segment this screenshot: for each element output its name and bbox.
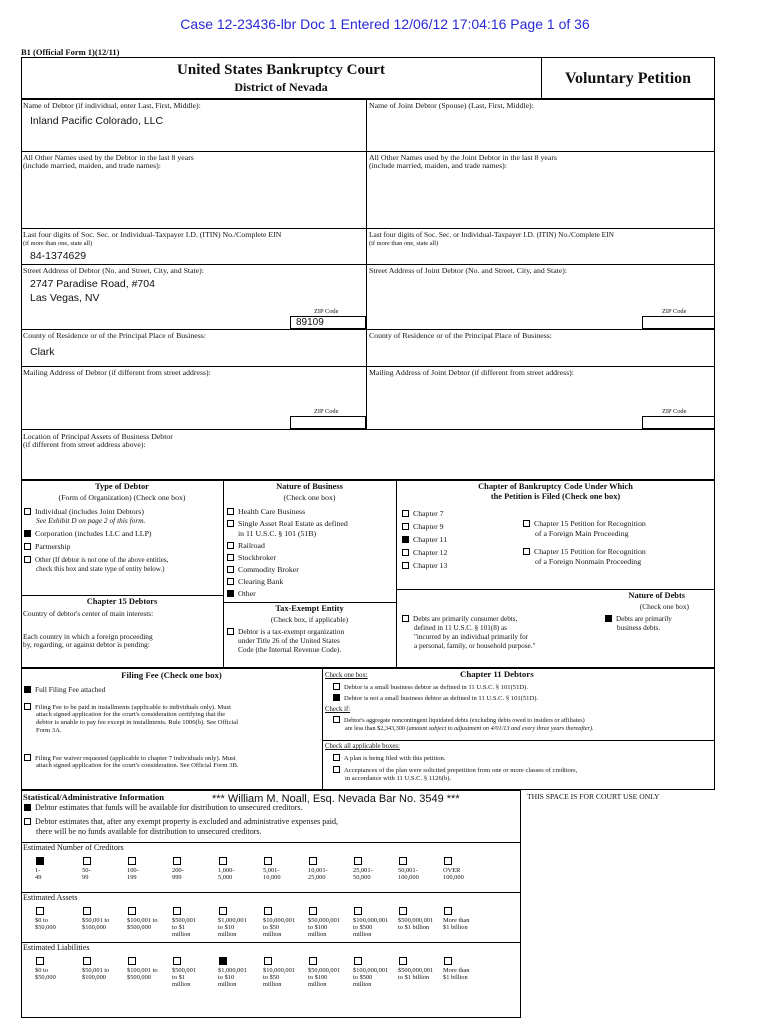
creditors-option-7-label: 25,000 <box>308 874 326 881</box>
acceptances-checkbox[interactable] <box>333 766 340 773</box>
ch11-debtors-title: Chapter 11 Debtors <box>460 669 534 679</box>
full-fee-option[interactable]: Full Filing Fee attached <box>24 686 105 695</box>
creditors-option-6-checkbox[interactable] <box>264 857 272 865</box>
liabilities-option-10-label: More than <box>443 967 470 974</box>
creditors-option-3-label: 100- <box>127 867 139 874</box>
assets-option-2-label: $100,000 <box>82 924 106 931</box>
assets-option-1-label: $50,000 <box>35 924 56 931</box>
assets-option-9-label: $500,000,001 <box>398 917 434 924</box>
liabilities-option-4-label: million <box>172 981 191 988</box>
assets-option-6-label: $10,000,001 <box>263 917 295 924</box>
liabilities-title: Estimated Liabilities <box>23 943 90 952</box>
debtor-other-names-label: All Other Names used by the Debtor in the last 8 years <box>23 153 194 162</box>
consumer-debts-line4: a personal, family, or household purpose." <box>414 642 536 650</box>
joint-ssn-label: Last four digits of Soc. Sec. or Individual-Taxpayer I.D. (ITIN) No./Complete EIN <box>369 230 614 239</box>
type-debtor-subtitle: (Form of Organization) (Check one box) <box>58 493 186 502</box>
liabilities-option-5-label: to $10 <box>218 974 235 981</box>
railroad-checkbox[interactable] <box>227 542 234 549</box>
commodity-broker-checkbox[interactable] <box>227 566 234 573</box>
doc-title: Voluntary Petition <box>564 70 692 87</box>
debtor-name[interactable]: Inland Pacific Colorado, LLC <box>30 115 164 127</box>
liabilities-option-4-label: to $1 <box>172 974 185 981</box>
assets-option-5-checkbox[interactable] <box>219 907 227 915</box>
chapter-13-checkbox[interactable] <box>402 562 409 569</box>
assets-option-5-label: to $10 <box>218 924 235 931</box>
stat-admin-title: Statistical/Administrative Information <box>23 792 165 802</box>
plan-filed-option[interactable]: A plan is being filed with this petition. <box>333 754 445 764</box>
assets-option-1-checkbox[interactable] <box>36 907 44 915</box>
assets-option-10-label: $1 billion <box>443 924 468 931</box>
assets-option-10-checkbox[interactable] <box>444 907 452 915</box>
assets-option-8-label: to $500 <box>353 924 373 931</box>
nature-business-title: Nature of Business <box>276 482 343 491</box>
creditors-option-8-checkbox[interactable] <box>354 857 362 865</box>
installments-checkbox[interactable] <box>24 703 31 710</box>
aggregate-debts-line2: are less than $2,343,300 (amount subject to adjustment on 4/01/13 and every three years thereafter). <box>345 725 594 732</box>
creditors-option-10-label: OVER <box>443 867 461 874</box>
assets-option-7-label: million <box>308 931 327 938</box>
assets-option-10-label: More than <box>443 917 470 924</box>
assets-option-9-label: to $1 billion <box>398 924 430 931</box>
nb-single-asset[interactable]: Single Asset Real Estate as defined <box>227 520 348 529</box>
creditors-option-7-label: 10,001- <box>308 867 328 874</box>
installments-line3: debtor is unable to pay fee except in installments. Rule 1006(b). See Official <box>36 719 239 726</box>
chapter-9-option[interactable]: Chapter 9 <box>402 523 444 532</box>
assets-option-4-checkbox[interactable] <box>173 907 181 915</box>
assets-option-3-label: $500,000 <box>127 924 151 931</box>
liabilities-option-1-checkbox[interactable] <box>36 957 44 965</box>
creditors-option-4-checkbox[interactable] <box>173 857 181 865</box>
ch15-main-option[interactable]: Chapter 15 Petition for Recognition <box>523 520 646 529</box>
location-label-1: Location of Principal Assets of Business Debtor <box>23 432 173 441</box>
assets-option-6-checkbox[interactable] <box>264 907 272 915</box>
small-business-option[interactable]: Debtor is a small business debtor as defined in 11 U.S.C. § 101(51D). <box>333 683 528 693</box>
creditors-option-8-label: 50,000 <box>353 874 371 881</box>
nb-health-care[interactable]: Health Care Business <box>227 508 305 517</box>
chapter-7-checkbox[interactable] <box>402 510 409 517</box>
creditors-option-6-label: 5,001- <box>263 867 280 874</box>
ch15-main-checkbox[interactable] <box>523 520 530 527</box>
waiver-option[interactable]: Filing Fee waiver requested (applicable to chapter 7 individuals only). Must <box>24 754 236 763</box>
ch15-each-1: Each country in which a foreign proceeding <box>23 632 153 641</box>
assets-option-3-checkbox[interactable] <box>128 907 136 915</box>
ch15-debtors-title: Chapter 15 Debtors <box>86 597 158 606</box>
ch15-main-line2: of a Foreign Main Proceeding <box>535 529 629 538</box>
creditors-option-10-label: 100,000 <box>443 874 464 881</box>
small-business-checkbox[interactable] <box>333 683 340 690</box>
liabilities-option-6-label: $10,000,001 <box>263 967 295 974</box>
liabilities-option-2-checkbox[interactable] <box>83 957 91 965</box>
nature-business-subtitle: (Check one box) <box>283 493 336 502</box>
liabilities-option-3-label: $100,001 to <box>127 967 158 974</box>
debtor-ssn-note: (if more than one, state all) <box>23 240 93 247</box>
debtor-name-label: Name of Debtor (if individual, enter Last, First, Middle): <box>23 101 201 110</box>
partnership-checkbox[interactable] <box>24 543 31 550</box>
liabilities-option-5-label: million <box>218 981 237 988</box>
form-id: B1 (Official Form 1)(12/11) <box>21 47 120 57</box>
liabilities-option-3-checkbox[interactable] <box>128 957 136 965</box>
type-other-note: check this box and state type of entity below.) <box>36 565 165 573</box>
ch15-each-2: by, regarding, or against debtor is pending: <box>23 640 150 649</box>
assets-option-6-label: to $50 <box>263 924 280 931</box>
exhibit-d-note: See Exhibit D on page 2 of this form. <box>36 516 146 525</box>
aggregate-debts-checkbox[interactable] <box>333 716 340 723</box>
liabilities-option-6-checkbox[interactable] <box>264 957 272 965</box>
assets-option-4-label: $500,001 <box>172 917 196 924</box>
liabilities-option-1-label: $50,000 <box>35 974 56 981</box>
creditors-option-6-label: 10,000 <box>263 874 281 881</box>
nb-single-asset-note: in 11 U.S.C. § 101 (51B) <box>238 529 317 538</box>
tax-exempt-title: Tax-Exempt Entity <box>275 604 344 613</box>
creditors-title: Estimated Number of Creditors <box>23 843 124 852</box>
funds-available-option[interactable]: Debtor estimates that funds will be available for distribution to unsecured creditors. <box>24 804 302 813</box>
debtor-zip[interactable]: 89109 <box>296 317 324 328</box>
liabilities-option-9-checkbox[interactable] <box>399 957 407 965</box>
assets-option-9-checkbox[interactable] <box>399 907 407 915</box>
creditors-option-1-label: 49 <box>35 874 42 881</box>
creditors-option-9-label: 100,000 <box>398 874 419 881</box>
joint-mailing-zip-label: ZIP Code <box>662 408 687 415</box>
joint-name-label: Name of Joint Debtor (Spouse) (Last, First, Middle): <box>369 101 534 110</box>
tax-exempt-checkbox[interactable] <box>227 628 234 635</box>
liabilities-option-8-label: to $500 <box>353 974 373 981</box>
installments-line4: Form 3A. <box>36 727 62 734</box>
assets-option-7-label: to $100 <box>308 924 328 931</box>
type-partnership-option[interactable]: Partnership <box>24 543 71 552</box>
debtor-street-line2[interactable]: Las Vegas, NV <box>30 292 100 304</box>
no-funds-line2: there will be no funds available for distribution to unsecured creditors. <box>36 827 262 836</box>
not-small-business-option[interactable]: Debtor is not a small business debtor as defined in 11 U.S.C. § 101(51D). <box>333 694 538 704</box>
tax-exempt-option[interactable]: Debtor is a tax-exempt organization <box>227 628 344 637</box>
liabilities-option-8-label: million <box>353 981 372 988</box>
creditors-option-1-label: 1- <box>35 867 41 874</box>
debtor-zip-label: ZIP Code <box>314 308 339 315</box>
liabilities-option-4-checkbox[interactable] <box>173 957 181 965</box>
consumer-debts-line2: defined in 11 U.S.C. § 101(8) as <box>414 624 507 632</box>
liabilities-option-10-label: $1 billion <box>443 974 468 981</box>
consumer-debts-line3: "incurred by an individual primarily for <box>414 633 529 641</box>
liabilities-option-3-label: $500,000 <box>127 974 151 981</box>
filing-fee-title: Filing Fee (Check one box) <box>121 670 222 680</box>
joint-other-names-label: All Other Names used by the Joint Debtor in the last 8 years <box>369 153 557 162</box>
individual-checkbox[interactable] <box>24 508 31 515</box>
liabilities-option-7-label: $50,000,001 <box>308 967 340 974</box>
business-debts-line2: business debts. <box>617 624 661 632</box>
installments-option[interactable]: Filing Fee to be paid in installments (applicable to individuals only). Must <box>24 703 231 712</box>
tax-exempt-subtitle: (Check box, if applicable) <box>270 615 349 624</box>
location-label-2: (if different from street address above): <box>23 440 146 449</box>
debtor-street-line1[interactable]: 2747 Paradise Road, #704 <box>30 278 155 290</box>
single-asset-checkbox[interactable] <box>227 520 234 527</box>
nb-commodity[interactable]: Commodity Broker <box>227 566 299 575</box>
full-fee-checkbox[interactable] <box>24 686 31 693</box>
court-name: United States Bankruptcy Court <box>177 62 385 78</box>
liabilities-option-10-checkbox[interactable] <box>444 957 452 965</box>
assets-option-8-label: $100,000,001 <box>353 917 389 924</box>
no-funds-option[interactable]: Debtor estimates that, after any exempt property is excluded and administrative expenses paid, <box>24 818 338 827</box>
not-small-business-checkbox[interactable] <box>333 694 340 701</box>
creditors-option-5-checkbox[interactable] <box>219 857 227 865</box>
liabilities-option-9-label: to $1 billion <box>398 974 430 981</box>
creditors-option-7-checkbox[interactable] <box>309 857 317 865</box>
chapter-13-option[interactable]: Chapter 13 <box>402 562 447 571</box>
liabilities-option-9-label: $500,000,001 <box>398 967 434 974</box>
liabilities-option-5-checkbox[interactable] <box>219 957 227 965</box>
nb-other[interactable]: Other <box>227 590 256 599</box>
joint-other-names-note: (include married, maiden, and trade names): <box>369 161 507 170</box>
type-individual-option[interactable]: Individual (includes Joint Debtors) <box>24 508 144 517</box>
case-header-stamp: Case 12-23436-lbr Doc 1 Entered 12/06/12 17:04:16 Page 1 of 36 <box>180 16 590 32</box>
assets-option-2-checkbox[interactable] <box>83 907 91 915</box>
liabilities-option-5-label: $1,000,001 <box>218 967 247 974</box>
waiver-line2: attach signed application for the court's consideration. See Official Form 3B. <box>36 762 239 769</box>
creditors-option-2-label: 50- <box>82 867 91 874</box>
debtor-ssn-label: Last four digits of Soc. Sec. or Individual-Taxpayer I.D. (ITIN) No./Complete EIN <box>23 230 282 239</box>
liabilities-option-8-checkbox[interactable] <box>354 957 362 965</box>
court-use-only: THIS SPACE IS FOR COURT USE ONLY <box>527 792 660 801</box>
chapter-11-checkbox[interactable] <box>402 536 409 543</box>
corporation-checkbox[interactable] <box>24 530 31 537</box>
liabilities-option-7-label: million <box>308 981 327 988</box>
ch11-check-one: Check one box: <box>325 672 368 679</box>
clearing-bank-checkbox[interactable] <box>227 578 234 585</box>
chapter-12-option[interactable]: Chapter 12 <box>402 549 447 558</box>
debtor-county-label: County of Residence or of the Principal Place of Business: <box>23 331 206 340</box>
ch11-check-if: Check if: <box>325 706 351 713</box>
ch11-all-applicable: Check all applicable boxes: <box>325 743 400 750</box>
creditors-option-9-checkbox[interactable] <box>399 857 407 865</box>
chapter-title-2: the Petition is Filed (Check one box) <box>490 492 621 501</box>
joint-ssn-note: (if more than one, state all) <box>369 240 439 247</box>
liabilities-option-6-label: million <box>263 981 282 988</box>
ch15-nonmain-line2: of a Foreign Nonmain Proceeding <box>535 557 642 566</box>
liabilities-option-1-label: $0 to <box>35 967 48 974</box>
stockbroker-checkbox[interactable] <box>227 554 234 561</box>
ch15-nonmain-option[interactable]: Chapter 15 Petition for Recognition <box>523 548 646 557</box>
installments-line2: attach signed application for the court's consideration certifying that the <box>36 711 226 718</box>
chapter-title-1: Chapter of Bankruptcy Code Under Which <box>478 482 633 491</box>
consumer-debts-option[interactable]: Debts are primarily consumer debts, <box>402 615 517 624</box>
nb-stockbroker[interactable]: Stockbroker <box>227 554 276 563</box>
joint-street-label: Street Address of Joint Debtor (No. and Street, City, and State): <box>369 266 568 275</box>
creditors-option-2-label: 99 <box>82 874 89 881</box>
assets-option-3-label: $100,001 to <box>127 917 158 924</box>
liabilities-option-2-label: $50,001 to <box>82 967 110 974</box>
other-business-checkbox[interactable] <box>227 590 234 597</box>
type-debtor-title: Type of Debtor <box>95 482 149 491</box>
creditors-option-4-label: 999 <box>172 874 182 881</box>
assets-option-8-label: million <box>353 931 372 938</box>
creditors-option-3-label: 199 <box>127 874 137 881</box>
creditors-option-4-label: 200- <box>172 867 184 874</box>
type-corporation-option[interactable]: Corporation (includes LLC and LLP) <box>24 530 152 539</box>
nb-clearing-bank[interactable]: Clearing Bank <box>227 578 283 587</box>
joint-mailing-label: Mailing Address of Joint Debtor (if different from street address): <box>369 368 574 377</box>
chapter-11-option[interactable]: Chapter 11 <box>402 536 447 545</box>
no-funds-checkbox[interactable] <box>24 818 31 825</box>
court-district: District of Nevada <box>234 80 328 94</box>
assets-option-7-label: $50,000,001 <box>308 917 340 924</box>
nature-debts-title: Nature of Debts <box>628 591 685 600</box>
funds-available-checkbox[interactable] <box>24 804 31 811</box>
joint-county-label: County of Residence or of the Principal Place of Business: <box>369 331 552 340</box>
assets-option-4-label: to $1 <box>172 924 185 931</box>
creditors-option-5-label: 1,000- <box>218 867 235 874</box>
tax-exempt-line3: Code (the Internal Revenue Code). <box>238 645 342 654</box>
liabilities-option-2-label: $100,000 <box>82 974 106 981</box>
other-entity-checkbox[interactable] <box>24 556 31 563</box>
chapter-9-checkbox[interactable] <box>402 523 409 530</box>
creditors-option-2-checkbox[interactable] <box>83 857 91 865</box>
creditors-option-3-checkbox[interactable] <box>128 857 136 865</box>
aggregate-debts-option[interactable]: Debtor's aggregate noncontingent liquidated debts (excluding debts owed to insiders or affiliates) <box>333 716 585 726</box>
joint-zip-label: ZIP Code <box>662 308 687 315</box>
type-other-option[interactable]: Other (If debtor is not one of the above entities, <box>24 556 168 565</box>
assets-title: Estimated Assets <box>23 893 78 902</box>
liabilities-option-7-checkbox[interactable] <box>309 957 317 965</box>
assets-option-2-label: $50,001 to <box>82 917 110 924</box>
debtor-mailing-zip-label: ZIP Code <box>314 408 339 415</box>
assets-option-5-label: million <box>218 931 237 938</box>
assets-option-8-checkbox[interactable] <box>354 907 362 915</box>
attorney-name: *** William M. Noall, Esq. Nevada Bar No. 3549 *** <box>212 793 460 805</box>
assets-option-1-label: $0 to <box>35 917 48 924</box>
assets-option-4-label: million <box>172 931 191 938</box>
acceptances-option[interactable]: Acceptances of the plan were solicited prepetition from one or more classes of creditors, <box>333 766 577 776</box>
creditors-option-8-label: 25,001- <box>353 867 373 874</box>
debtor-mailing-label: Mailing Address of Debtor (if different from street address): <box>23 368 211 377</box>
debtor-ein[interactable]: 84-1374629 <box>30 250 87 262</box>
liabilities-option-4-label: $500,001 <box>172 967 196 974</box>
creditors-option-10-checkbox[interactable] <box>444 857 452 865</box>
chapter-12-checkbox[interactable] <box>402 549 409 556</box>
business-debts-option[interactable]: Debts are primarily <box>605 615 672 624</box>
waiver-checkbox[interactable] <box>24 754 31 761</box>
plan-filed-checkbox[interactable] <box>333 754 340 761</box>
creditors-option-5-label: 5,000 <box>218 874 233 881</box>
health-care-checkbox[interactable] <box>227 508 234 515</box>
nb-railroad[interactable]: Railroad <box>227 542 265 551</box>
chapter-7-option[interactable]: Chapter 7 <box>402 510 444 519</box>
liabilities-option-8-label: $100,000,001 <box>353 967 389 974</box>
liabilities-option-7-label: to $100 <box>308 974 328 981</box>
ch15-country-label: Country of debtor's center of main interests: <box>23 609 154 618</box>
creditors-option-9-label: 50,001- <box>398 867 418 874</box>
assets-option-6-label: million <box>263 931 282 938</box>
debtor-county[interactable]: Clark <box>30 346 55 358</box>
creditors-option-1-checkbox[interactable] <box>36 857 44 865</box>
assets-option-5-label: $1,000,001 <box>218 917 247 924</box>
debtor-street-label: Street Address of Debtor (No. and Street, City, and State): <box>23 266 204 275</box>
assets-option-7-checkbox[interactable] <box>309 907 317 915</box>
liabilities-option-6-label: to $50 <box>263 974 280 981</box>
ch15-nonmain-checkbox[interactable] <box>523 548 530 555</box>
nature-debts-subtitle: (Check one box) <box>639 602 689 611</box>
debtor-other-names-note: (include married, maiden, and trade names): <box>23 161 161 170</box>
acceptances-line2: in accordance with 11 U.S.C. § 1126(b). <box>345 775 452 782</box>
tax-exempt-line2: under Title 26 of the United States <box>238 636 340 645</box>
business-debts-checkbox[interactable] <box>605 615 612 622</box>
consumer-debts-checkbox[interactable] <box>402 615 409 622</box>
